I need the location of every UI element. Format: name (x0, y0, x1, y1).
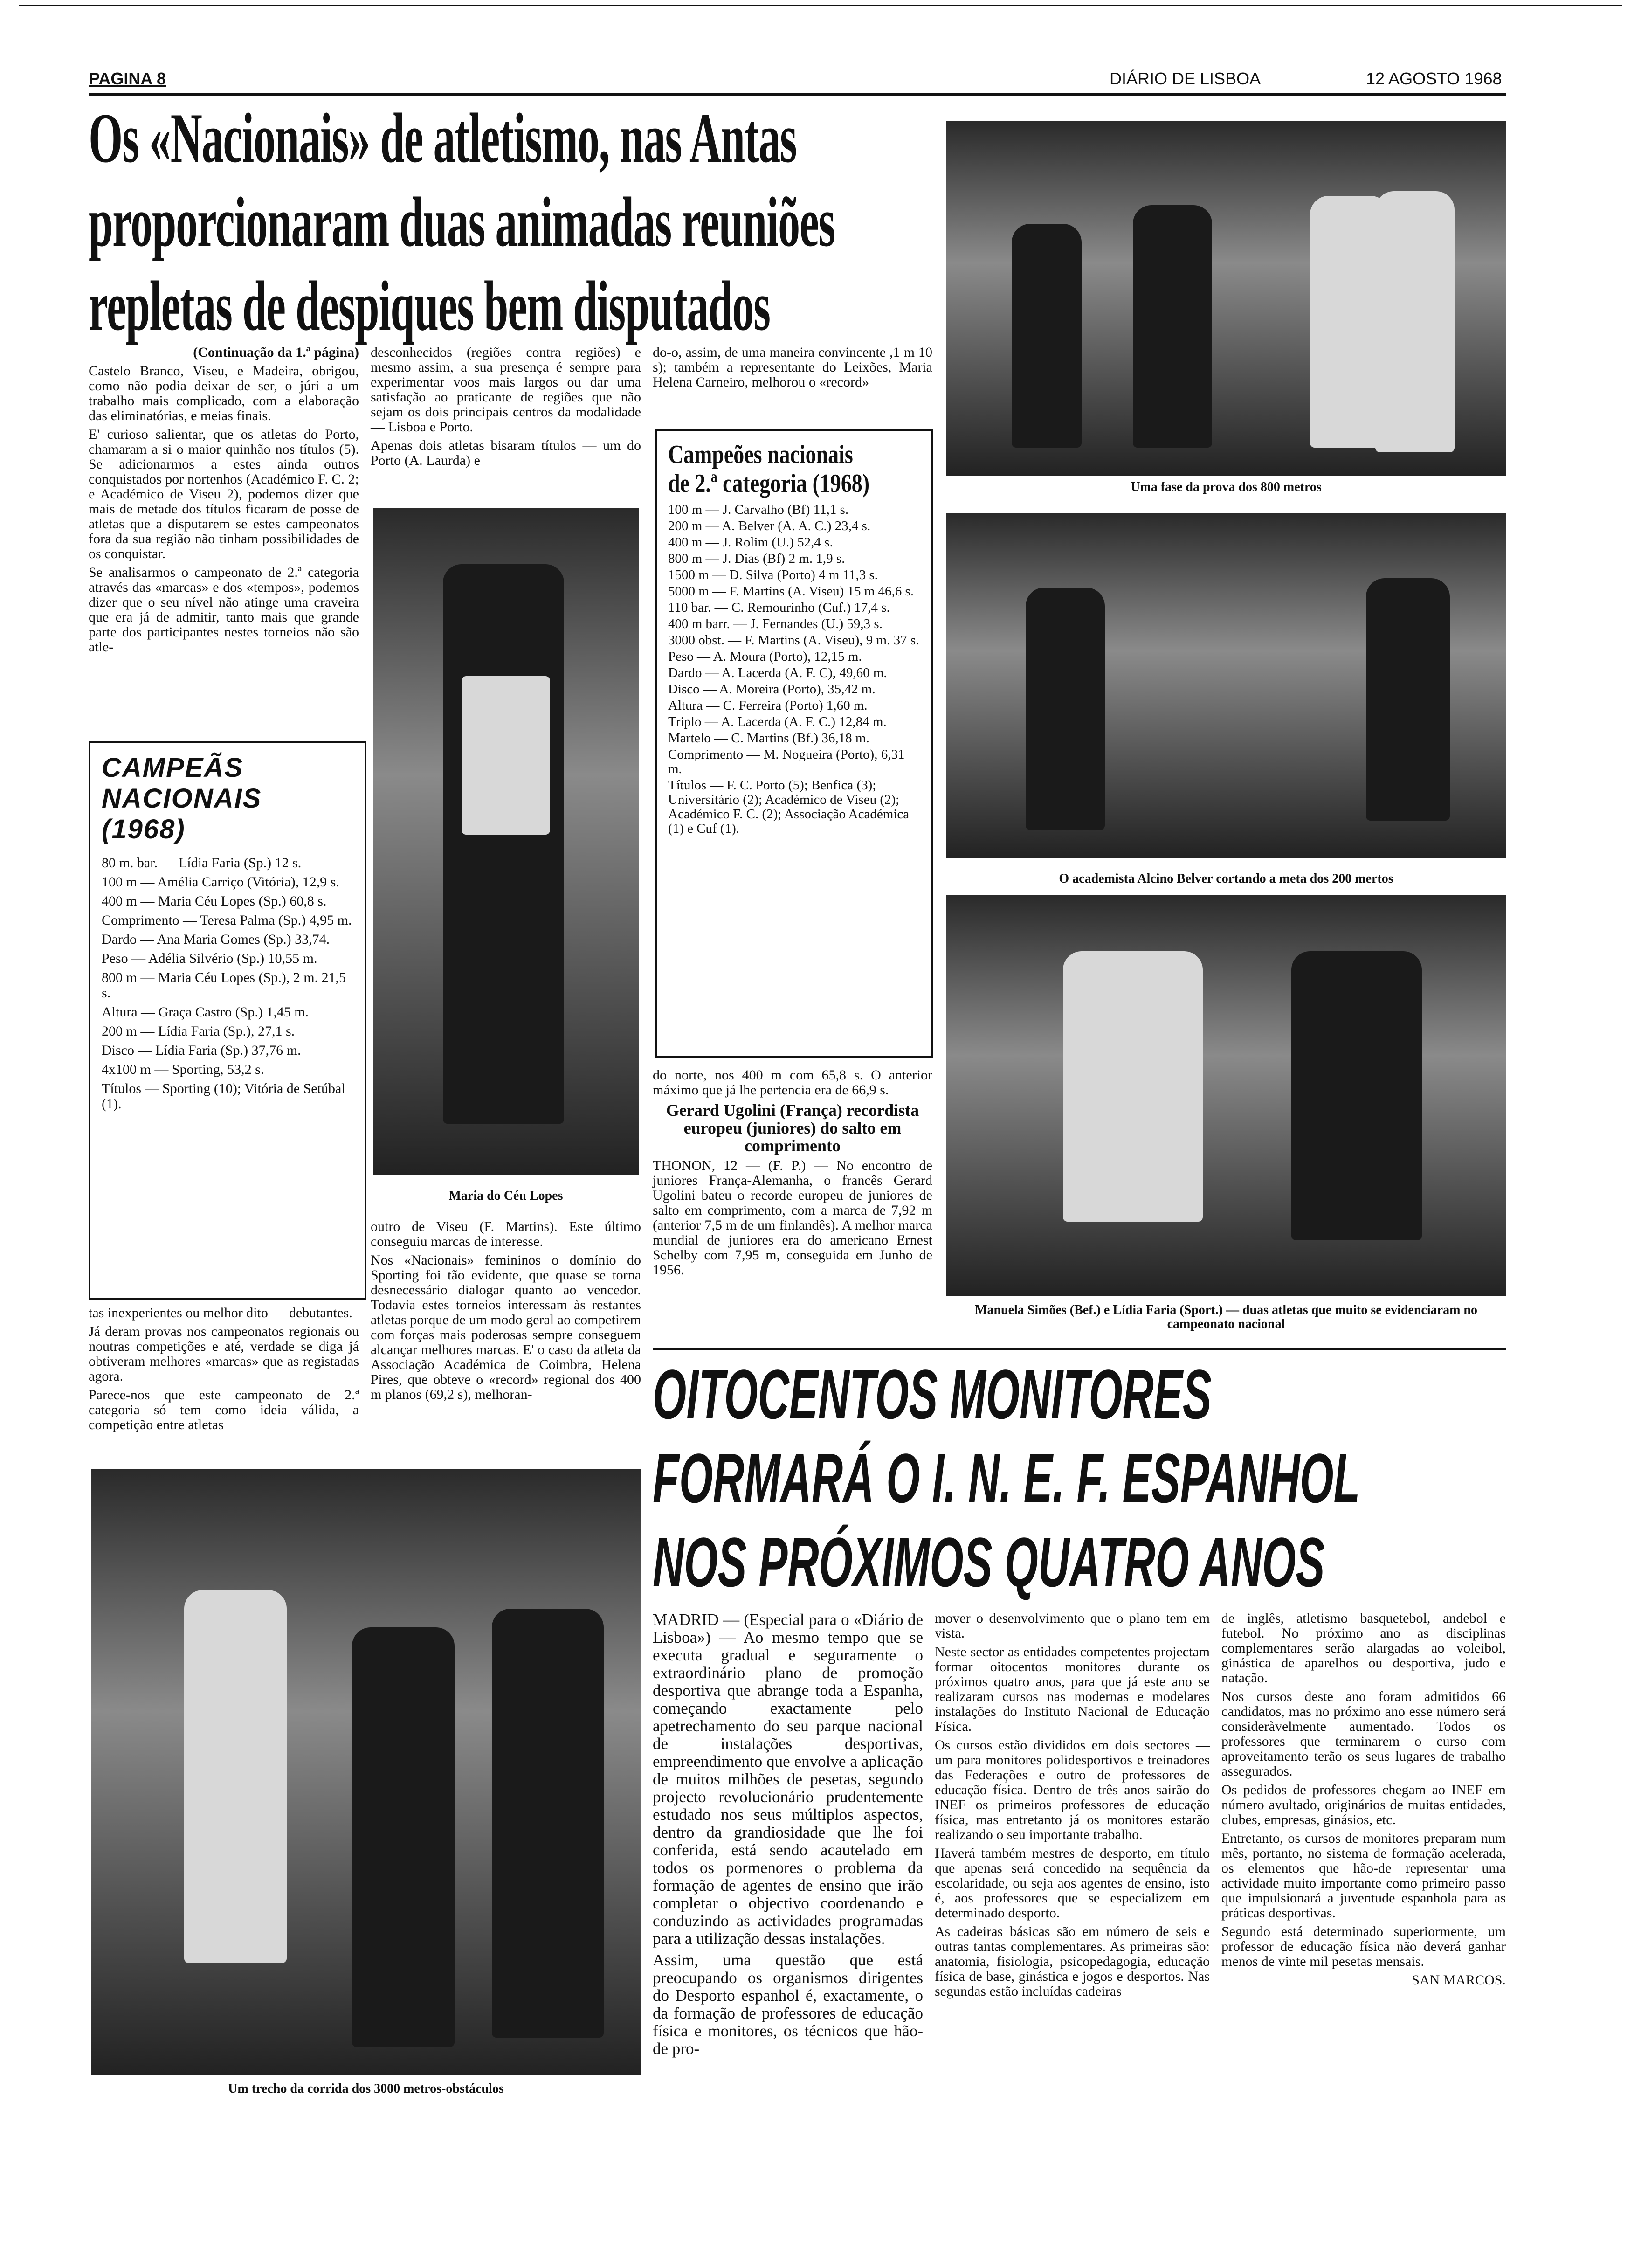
runner-figure (1366, 578, 1450, 821)
runner-figure (443, 564, 564, 1124)
paragraph: Assim, uma questão que está preocupando os organismos dirigentes do Desporto espanhol é, exactamente, o da formação de professores de educação física e monitores, os técnicos que hão-de pro- (653, 1951, 923, 2058)
article-headline-line2: proporcionaram duas animadas reuniões (89, 183, 835, 261)
box-title: NACIONAIS (1968) (102, 783, 262, 844)
champion-entry: 4x100 m — Sporting, 53,2 s. (102, 1062, 264, 1077)
box-title: CAMPEÃS (102, 753, 244, 783)
article2-column-2 (935, 1611, 1210, 2003)
photo-maria-do-ceu-lopes (373, 508, 639, 1175)
paragraph: Nos «Nacionais» femininos o domínio do Sporting foi tão evidente, que quase se torna desnecessário dialogar quanto ao vencedor. Todavia estes torneios interessam às restantes atletas porque de um modo geral ao competirem com forças mais poderosas sempre conseguem alcançar melhores marcas. E' o caso da atleta da Associação Académica de Coimbra, Helena Pires, que obteve o «record» regional dos 400 m planos (69,2 s), melhoran- (371, 1252, 641, 1402)
paragraph: Os pedidos de professores chegam ao INEF em número avultado, originários de muitas entidades, clubes, empresas, ginásios, etc. (1221, 1782, 1506, 1827)
champion-entry: Títulos — Sporting (10); Vitória de Setúbal (1). (102, 1081, 345, 1112)
runner-figure (1375, 191, 1455, 452)
article-column-3 (653, 345, 932, 394)
runner-figure (1026, 588, 1105, 830)
champion-entry: 110 bar. — C. Remourinho (Cuf.) 17,4 s. (668, 600, 890, 615)
paragraph: outro de Viseu (F. Martins). Este último conseguiu marcas de interesse. (371, 1219, 641, 1249)
caption-steeplechase: Um trecho da corrida dos 3000 metros-obstáculos (228, 2081, 504, 2096)
ugolini-headline: Gerard Ugolini (França) recordista europeu (juniores) do salto em comprimento (666, 1101, 919, 1155)
champion-entry: Títulos — F. C. Porto (5); Benfica (3); Universitário (2); Académico de Viseu (2); Académico F. C. (2); Associação Académica (1) e Cuf (1). (668, 778, 910, 836)
hurdler-figure (1291, 951, 1422, 1240)
hurdler-figure (1063, 951, 1203, 1222)
article-column-3-continued (653, 1068, 932, 1281)
champion-entry: 800 m — Maria Céu Lopes (Sp.), 2 m. 21,5 s. (102, 970, 346, 1001)
paragraph: mover o desenvolvimento que o plano tem em vista. (935, 1611, 1210, 1641)
paragraph: As cadeiras básicas são em número de seis e outras tantas complementares. As primeiras são: anatomia, fisiologia, psicopedagogia, educação física de base, ginástica e jogos e desportos. Nas segundas estão incluídas cadeiras (935, 1924, 1210, 1999)
article2-column-1 (653, 1611, 923, 2061)
article2-headline-line3: NOS PRÓXIMOS QUATRO ANOS (653, 1523, 1325, 1601)
champion-entry: 400 m — Maria Céu Lopes (Sp.) 60,8 s. (102, 893, 327, 909)
paragraph: Já deram provas nos campeonatos regionais ou noutras competições e até, verdade se diga já obtiveram melhores «marcas» que as registadas agora. (89, 1324, 359, 1384)
continuation-note: (Continuação da 1.ª página) (193, 345, 359, 360)
author-signature: SAN MARCOS. (1412, 1972, 1506, 1988)
champion-entry: 80 m. bar. — Lídia Faria (Sp.) 12 s. (102, 855, 302, 871)
article2-column-3 (1221, 1611, 1506, 1991)
champion-entry: 800 m — J. Dias (Bf) 2 m. 1,9 s. (668, 551, 845, 566)
photo-hurdles (946, 895, 1506, 1296)
paragraph: E' curioso salientar, que os atletas do Porto, chamaram a si o maior quinhão nos títulos (5). Se adicionarmos a estes ainda outros conquistados por nortenhos (Académico F. C. 2; e Académico de Viseu 2), podemos dizer que mais de metade dos títulos ficaram de posse de atletas que a disputarem se estes campeonatos fora da sua região não tinham possibilidades de os conquistar. (89, 427, 359, 561)
women-champions-list (102, 855, 353, 1112)
paragraph: de inglês, atletismo basquetebol, andebol e futebol. No próximo ano as disciplinas complementares serão alargadas ao voleibol, ginástica de aparelhos ou desportiva, judo e natação. (1221, 1611, 1506, 1686)
article-column-1 (89, 345, 359, 658)
champion-entry: 200 m — Lídia Faria (Sp.), 27,1 s. (102, 1023, 295, 1039)
runner-figure (1012, 224, 1082, 448)
paragraph: Haverá também mestres de desporto, em título que apenas será concedido na sequência da escolaridade, ou seja aos agentes de ensino, isto é, aos professores que se especializem em determinado desporto. (935, 1846, 1210, 1921)
runner-figure (1133, 205, 1212, 448)
masthead-rule (89, 93, 1506, 96)
paragraph: tas inexperientes ou melhor dito — debutantes. (89, 1305, 352, 1321)
champion-entry: 3000 obst. — F. Martins (A. Viseu), 9 m. 37 s. (668, 633, 919, 648)
runner-figure (352, 1627, 455, 2047)
champion-entry: Peso — Adélia Silvério (Sp.) 10,55 m. (102, 951, 317, 966)
paragraph: Castelo Branco, Viseu, e Madeira, obrigou, como não podia deixar de ser, o júri a um trabalho mais complicado, com a elaboração das eliminatórias, e meias finais. (89, 363, 359, 423)
paragraph: Entretanto, os cursos de monitores preparam num mês, portanto, no sistema de formação acelerada, os elementos que hão-de representar uma actividade muito importante como primeiro passo que impulsionará a juventude espanhola para as práticas desportivas. (1221, 1831, 1506, 1921)
box-title: de 2.ª categoria (1968) (668, 469, 870, 498)
newspaper-name: DIÁRIO DE LISBOA (1110, 69, 1261, 88)
champion-entry: 5000 m — F. Martins (A. Viseu) 15 m 46,6 s. (668, 584, 914, 599)
champion-entry: 400 m barr. — J. Fernandes (U.) 59,3 s. (668, 616, 883, 631)
article2-top-rule (653, 1348, 1506, 1350)
runner-figure (184, 1590, 287, 1963)
photo-200-metres (946, 513, 1506, 858)
champion-entry: 100 m — Amélia Carriço (Vitória), 12,9 s. (102, 874, 339, 890)
paragraph: Se analisarmos o campeonato de 2.ª categoria através das «marcas» e dos «tempos», podemos dizer que o seu nível não atinge uma craveira que era já de admitir, tanto mais que grande parte dos participantes nestes torneios não são atle- (89, 565, 359, 655)
article2-headline-line2: FORMARÁ O I. N. E. F. ESPANHOL (653, 1439, 1360, 1517)
champion-entry: 100 m — J. Carvalho (Bf) 11,1 s. (668, 502, 849, 517)
men-champions-box (655, 429, 933, 1058)
champion-entry: Comprimento — M. Nogueira (Porto), 6,31 m. (668, 747, 905, 776)
caption-200-metres: O academista Alcino Belver cortando a meta dos 200 mertos (1059, 871, 1393, 886)
article-headline-line3: repletas de despiques bem disputados (89, 267, 770, 345)
champion-entry: Triplo — A. Lacerda (A. F. C.) 12,84 m. (668, 714, 887, 729)
men-champions-list (668, 503, 920, 836)
champion-entry: Disco — A. Moreira (Porto), 35,42 m. (668, 682, 876, 697)
paragraph: Os cursos estão divididos em dois sectores — um para monitores polidesportivos e treinadores das Federações e outro de professores de educação física. Dentro de três anos sairão do INEF os primeiros professores de educação física, mas entretanto já os monitores estarão realizando o seu importante trabalho. (935, 1737, 1210, 1842)
photo-steeplechase (91, 1469, 641, 2075)
article-headline-line1: Os «Nacionais» de atletismo, nas Antas (89, 99, 797, 177)
top-border (19, 5, 1622, 6)
paragraph: Segundo está determinado superiormente, um professor de educação física não deverá ganhar menos de vinte mil pesetas mensais. (1221, 1924, 1506, 1969)
champion-entry: Peso — A. Moura (Porto), 12,15 m. (668, 649, 862, 664)
paragraph: do norte, nos 400 m com 65,8 s. O anterior máximo que já lhe pertencia era de 66,9 s. (653, 1067, 932, 1098)
champion-entry: 1500 m — D. Silva (Porto) 4 m 11,3 s. (668, 567, 878, 582)
paragraph: Parece-nos que este campeonato de 2.ª categoria só tem como ideia válida, a competição entre atletas (89, 1387, 359, 1432)
striped-jersey (462, 676, 550, 835)
article-column-2 (371, 345, 641, 472)
champion-entry: 400 m — J. Rolim (U.) 52,4 s. (668, 535, 833, 550)
champion-entry: 200 m — A. Belver (A. A. C.) 23,4 s. (668, 519, 871, 533)
paragraph: do-o, assim, de uma maneira convincente ,1 m 10 s); também a representante do Leixões, Maria Helena Carneiro, melhorou o «record» (653, 345, 932, 390)
runner-figure (492, 1609, 604, 2038)
champion-entry: Altura — C. Ferreira (Porto) 1,60 m. (668, 698, 868, 713)
box-title: Campeões nacionais (668, 440, 853, 469)
paragraph: Nos cursos deste ano foram admitidos 66 candidatos, mas no próximo ano esse número será consideràvelmente aumentado. Todos os professores que terminarem o curso com aproveitamento terão os seus lugares de trabalho assegurados. (1221, 1689, 1506, 1779)
photo-800-metres (946, 121, 1506, 476)
champion-entry: Comprimento — Teresa Palma (Sp.) 4,95 m. (102, 913, 352, 928)
paragraph: desconhecidos (regiões contra regiões) e mesmo assim, a sua presença é sempre para experimentar voos mais largos ou dar uma satisfação ao praticante de regiões que não sejam os dois principais centros da modalidade — Lisboa e Porto. (371, 345, 641, 435)
champion-entry: Disco — Lídia Faria (Sp.) 37,76 m. (102, 1043, 301, 1058)
caption-800-metres: Uma fase da prova dos 800 metros (1131, 480, 1322, 494)
women-champions-box (89, 741, 366, 1300)
issue-date: 12 AGOSTO 1968 (1366, 69, 1502, 88)
article2-headline-line1: OITOCENTOS MONITORES (653, 1355, 1212, 1433)
champion-entry: Dardo — Ana Maria Gomes (Sp.) 33,74. (102, 932, 330, 947)
champion-entry: Altura — Graça Castro (Sp.) 1,45 m. (102, 1004, 309, 1020)
champion-entry: Dardo — A. Lacerda (A. F. C), 49,60 m. (668, 665, 887, 680)
paragraph: Apenas dois atletas bisaram títulos — um do Porto (A. Laurda) e (371, 438, 641, 468)
champion-entry: Martelo — C. Martins (Bf.) 36,18 m. (668, 731, 869, 746)
page-number: PAGINA 8 (89, 69, 166, 88)
paragraph: Neste sector as entidades competentes projectam formar oitocentos monitores durante os próximos quatro anos, para que já este ano se realizaram cursos nas modernas e modelares instalações do Instituto Nacional de Educação Física. (935, 1644, 1210, 1734)
caption-maria-lopes: Maria do Céu Lopes (448, 1189, 563, 1203)
caption-hurdles: Manuela Simões (Bef.) e Lídia Faria (Sport.) — duas atletas que muito se evidenciaram no campeonato nacional (975, 1303, 1477, 1331)
paragraph: MADRID — (Especial para o «Diário de Lisboa») — Ao mesmo tempo que se executa gradual e seguramente o extraordinário plano de promoção desportiva que abrange toda a Espanha, começando exactamente pelo apetrechamento do seu parque nacional de instalações desportivas, empreendimento que envolve a aplicação de muitos milhões de pesetas, segundo projecto revolucionário prudentemente estudado nos seus múltiplos aspectos, dentro da grandiosidade que lhe foi conferida, está sendo acautelado em todos os pormenores o problema da formação de agentes de ensino que irão completar o objectivo coordenando e conduzindo as actividades programadas para a utilização dessas instalações. (653, 1611, 923, 1948)
article-column-2-continued (371, 1219, 641, 1406)
ugolini-story: THONON, 12 — (F. P.) — No encontro de juniores França-Alemanha, o francês Gerard Ugolini bateu o recorde europeu de juniores de salto em comprimento, com a marca de 7,92 m (anterior 7,5 m de um finlandês). A melhor marca mundial de juniores era do americano Ernest Schelby com 7,95 m, conseguida em Junho de 1956. (653, 1158, 932, 1278)
article-column-1-continued (89, 1306, 359, 1436)
